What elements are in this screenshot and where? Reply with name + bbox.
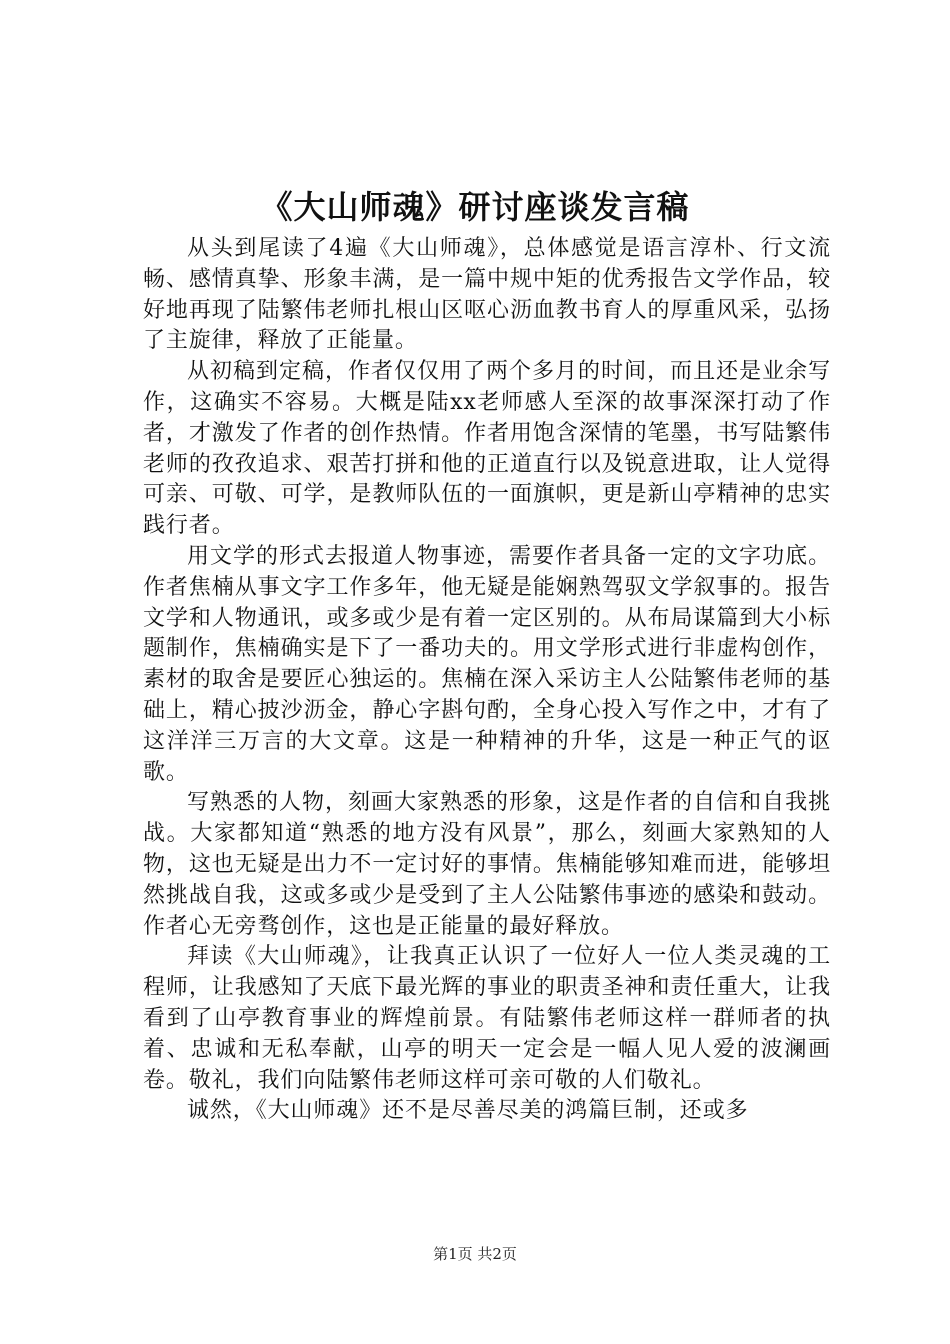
paragraph-3: 用文学的形式去报道人物事迹，需要作者具备一定的文字功底。作者焦楠从事文字工作多年，他无疑是能娴熟驾驭文学叙事的。报告文学和人物通讯，或多或少是有着一定区别的。从布局谋篇到大小标题制作，焦楠确实是下了一番功夫的。用文学形式进行非虚构创作，素材的取舍是要匠心独运的。焦楠在深入采访主人公陆繁伟老师的基础上，精心披沙沥金，静心字斟句酌，全身心投入写作之中，才有了这洋洋三万言的大文章。这是一种精神的升华，这是一种正气的讴歌。 bbox=[143, 543, 831, 785]
paragraph-5: 拜读《大山师魂》，让我真正认识了一位好人一位人类灵魂的工程师，让我感知了天底下最光辉的事业的职责圣神和责任重大，让我看到了山亭教育事业的辉煌前景。有陆繁伟老师这样一群师者的执着、忠诚和无私奉献，山亭的明天一定会是一幅人见人爱的波澜画卷。敬礼，我们向陆繁伟老师这样可亲可敬的人们敬礼。 bbox=[143, 944, 831, 1093]
paragraph-2: 从初稿到定稿，作者仅仅用了两个多月的时间，而且还是业余写作，这确实不容易。大概是陆xx老师感人至深的故事深深打动了作者，才激发了作者的创作热情。作者用饱含深情的笔墨，书写陆繁伟老师的孜孜追求、艰苦打拼和他的正道直行以及锐意进取，让人觉得可亲、可敬、可学，是教师队伍的一面旗帜，更是新山亭精神的忠实践行者。 bbox=[143, 359, 831, 539]
document-title: 《大山师魂》研讨座谈发言稿 bbox=[260, 188, 690, 226]
page-footer: 第1页 共2页 bbox=[433, 1245, 517, 1263]
paragraph-1: 从头到尾读了4遍《大山师魂》，总体感觉是语言淳朴、行文流畅、感情真挚、形象丰满，是一篇中规中矩的优秀报告文学作品，较好地再现了陆繁伟老师扎根山区呕心沥血教书育人的厚重风采，弘扬了主旋律，释放了正能量。 bbox=[143, 236, 831, 354]
document-body bbox=[143, 234, 831, 1127]
paragraph-6: 诚然，《大山师魂》还不是尽善尽美的鸿篇巨制，还或多 bbox=[187, 1098, 749, 1124]
paragraph-4: 写熟悉的人物，刻画大家熟悉的形象，这是作者的自信和自我挑战。大家都知道“熟悉的地方没有风景”，那么，刻画大家熟知的人物，这也无疑是出力不一定讨好的事情。焦楠能够知难而进，能够坦然挑战自我，这或多或少是受到了主人公陆繁伟事迹的感染和鼓动。作者心无旁骛创作，这也是正能量的最好释放。 bbox=[143, 790, 831, 939]
